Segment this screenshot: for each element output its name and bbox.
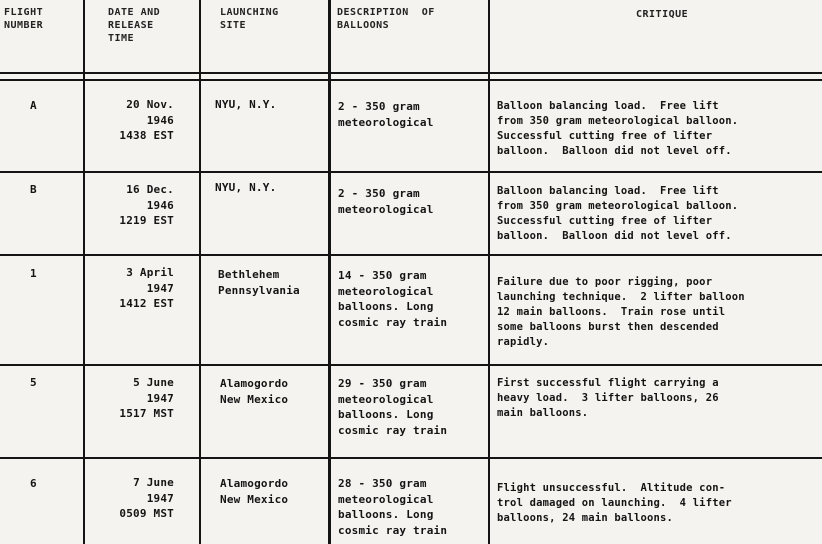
column-rule — [83, 0, 85, 544]
critique-text: Flight unsuccessful. Altitude con- trol damaged on launching. 4 lifter balloons, 24 main balloons. — [497, 482, 732, 524]
column-rule — [328, 0, 331, 544]
release-date: 5 June 1947 1517 MST — [119, 376, 174, 420]
header-date-release: DATE AND RELEASE TIME — [108, 7, 161, 44]
balloon-description: 28 - 350 gram meteorological balloons. Long cosmic ray train — [338, 477, 448, 537]
release-date: 7 June 1947 0509 MST — [119, 476, 174, 520]
row-rule — [0, 457, 822, 459]
header-launching-site: LAUNCHING SITE — [220, 7, 279, 31]
launching-site: NYU, N.Y. — [215, 181, 277, 194]
row-rule — [0, 254, 822, 256]
critique-text: Balloon balancing load. Free lift from 350 gram meteorological balloon. Successful cutting free of lifter balloon. Balloon did not level off. — [497, 185, 739, 242]
launching-site: NYU, N.Y. — [215, 98, 277, 111]
release-date: 3 April 1947 1412 EST — [119, 266, 174, 310]
header-rule-bottom — [0, 79, 822, 81]
header-description: DESCRIPTION OF BALLOONS — [337, 7, 435, 31]
column-rule — [488, 0, 490, 544]
header-flight-number: FLIGHT NUMBER — [4, 7, 44, 31]
critique-text: First successful flight carrying a heavy load. 3 lifter balloons, 26 main balloons. — [497, 377, 719, 419]
flight-number: 1 — [30, 267, 37, 280]
launching-site: Bethlehem Pennsylvania — [218, 268, 300, 297]
flight-number: A — [30, 99, 37, 112]
flight-number: 6 — [30, 477, 37, 490]
release-date: 20 Nov. 1946 1438 EST — [119, 98, 174, 142]
balloon-description: 2 - 350 gram meteorological — [338, 187, 434, 216]
header-rule-top — [0, 72, 822, 74]
flight-number: 5 — [30, 376, 37, 389]
row-rule — [0, 171, 822, 173]
balloon-description: 2 - 350 gram meteorological — [338, 100, 434, 129]
balloon-description: 14 - 350 gram meteorological balloons. Long cosmic ray train — [338, 269, 448, 329]
launching-site: Alamogordo New Mexico — [220, 477, 289, 506]
flight-number: B — [30, 183, 37, 196]
critique-text: Failure due to poor rigging, poor launching technique. 2 lifter balloon 12 main balloons. Train rose until some balloons burst then descended rapidly. — [497, 276, 745, 348]
row-rule — [0, 364, 822, 366]
launching-site: Alamogordo New Mexico — [220, 377, 289, 406]
release-date: 16 Dec. 1946 1219 EST — [119, 183, 174, 227]
column-rule — [199, 0, 201, 544]
header-critique: CRITIQUE — [636, 9, 689, 20]
critique-text: Balloon balancing load. Free lift from 350 gram meteorological balloon. Successful cutting free of lifter balloon. Balloon did not level off. — [497, 100, 739, 157]
balloon-description: 29 - 350 gram meteorological balloons. Long cosmic ray train — [338, 377, 448, 437]
